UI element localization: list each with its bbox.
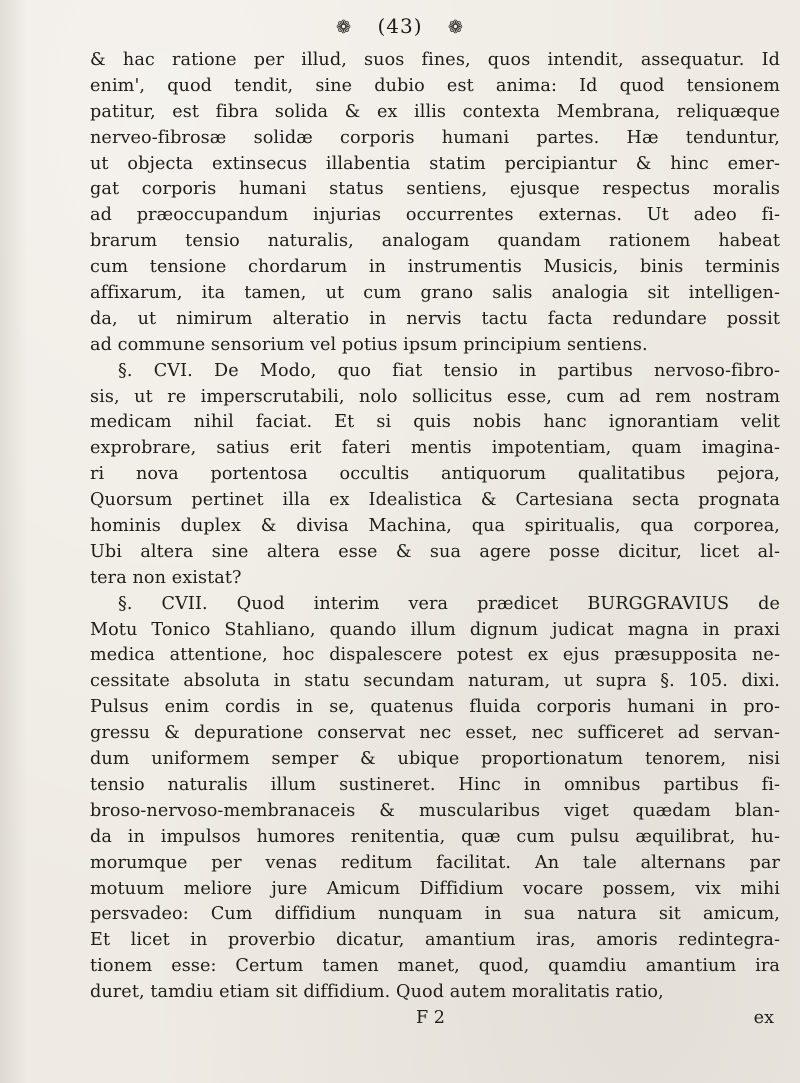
text-line: medicam nihil faciat. Et si quis nobis hanc ignorantiam velit bbox=[90, 412, 780, 433]
page-header bbox=[0, 12, 800, 42]
text-line: Quorsum pertinet illa ex Idealistica & Cartesiana secta prognata bbox=[90, 490, 780, 511]
text-line: sis, ut re imperscrutabili, nolo sollicitus esse, cum ad rem nostram bbox=[90, 386, 780, 407]
text-line: cessitate absoluta in statu secundam naturam, ut supra §. 105. dixi. bbox=[90, 671, 780, 692]
text-line: morumque per venas reditum facilitat. An tale alternans par bbox=[90, 852, 780, 873]
text-line: §. CVI. De Modo, quo fiat tensio in partibus nervoso-fibro- bbox=[118, 360, 780, 381]
page-number: (43) bbox=[377, 14, 423, 38]
text-line: enim', quod tendit, sine dubio est anima: Id quod tensionem bbox=[90, 75, 780, 96]
ornament-left-icon: ❁ bbox=[336, 16, 353, 38]
text-line: patitur, est fibra solida & ex illis contexta Membrana, reliquæque bbox=[90, 101, 780, 122]
text-line: medica attentione, hoc dispalescere potest ex ejus præsupposita ne- bbox=[90, 645, 780, 666]
text-line: cum tensione chordarum in instrumentis Musicis, binis terminis bbox=[90, 257, 780, 278]
ornament-right-icon: ❁ bbox=[447, 16, 464, 38]
text-line: & hac ratione per illud, suos fines, quos intendit, assequatur. Id bbox=[90, 50, 780, 70]
text-line: gressu & depuratione conservat nec esset, nec sufficeret ad servan- bbox=[90, 723, 780, 744]
page-footer bbox=[90, 1008, 780, 1034]
text-line: ri nova portentosa occultis antiquorum qualitatibus pejora, bbox=[90, 464, 780, 485]
text-line: tera non existat? bbox=[90, 567, 242, 588]
text-line: Motu Tonico Stahliano, quando illum dignum judicat magna in praxi bbox=[90, 619, 780, 640]
text-line: ad præoccupandum injurias occurrentes externas. Ut adeo fi- bbox=[90, 205, 780, 226]
text-line: duret, tamdiu etiam sit diffidium. Quod autem moralitatis ratio, bbox=[90, 982, 664, 1003]
text-line: Ubi altera sine altera esse & sua agere posse dicitur, licet al- bbox=[90, 541, 780, 562]
text-line: tensio naturalis illum sustineret. Hinc in omnibus partibus fi- bbox=[90, 774, 780, 795]
text-line: motuum meliore jure Amicum Diffidium vocare possem, vix mihi bbox=[90, 878, 780, 899]
page-gutter-shadow bbox=[0, 0, 28, 1083]
text-line: Et licet in proverbio dicatur, amantium iras, amoris redintegra- bbox=[90, 930, 780, 951]
text-line: persvadeo: Cum diffidium nunquam in sua natura sit amicum, bbox=[90, 904, 780, 925]
text-line: gat corporis humani status sentiens, ejusque respectus moralis bbox=[90, 179, 780, 200]
text-line: tionem esse: Certum tamen manet, quod, quamdiu amantium ira bbox=[90, 956, 780, 977]
text-line: broso-nervoso-membranaceis & muscularibus viget quædam blan- bbox=[90, 800, 780, 821]
text-line: ad commune sensorium vel potius ipsum principium sentiens. bbox=[90, 334, 648, 355]
text-line: ut objecta extinsecus illabentia statim percipiantur & hinc emer- bbox=[90, 153, 780, 174]
text-line: affixarum, ita tamen, ut cum grano salis analogia sit intelligen- bbox=[90, 283, 780, 304]
text-line: exprobrare, satius erit fateri mentis impotentiam, quam imagina- bbox=[90, 438, 780, 459]
catchword: ex bbox=[753, 1008, 774, 1028]
signature-mark: F 2 bbox=[416, 1008, 445, 1028]
text-line: nerveo-fibrosæ solidæ corporis humani partes. Hæ tenduntur, bbox=[90, 127, 780, 148]
text-body bbox=[90, 48, 780, 1006]
text-line: dum uniformem semper & ubique proportionatum tenorem, nisi bbox=[90, 749, 780, 770]
text-line: da, ut nimirum alteratio in nervis tactu facta redundare possit bbox=[90, 308, 780, 329]
text-line: hominis duplex & divisa Machina, qua spiritualis, qua corporea, bbox=[90, 516, 780, 537]
text-line: Pulsus enim cordis in se, quatenus fluida corporis humani in pro- bbox=[90, 697, 780, 718]
text-line: brarum tensio naturalis, analogam quandam rationem habeat bbox=[90, 231, 780, 252]
text-line: da in impulsos humores renitentia, quæ cum pulsu æquilibrat, hu- bbox=[90, 826, 780, 847]
text-line: §. CVII. Quod interim vera prædicet BURGGRAVIUS de bbox=[118, 593, 780, 614]
